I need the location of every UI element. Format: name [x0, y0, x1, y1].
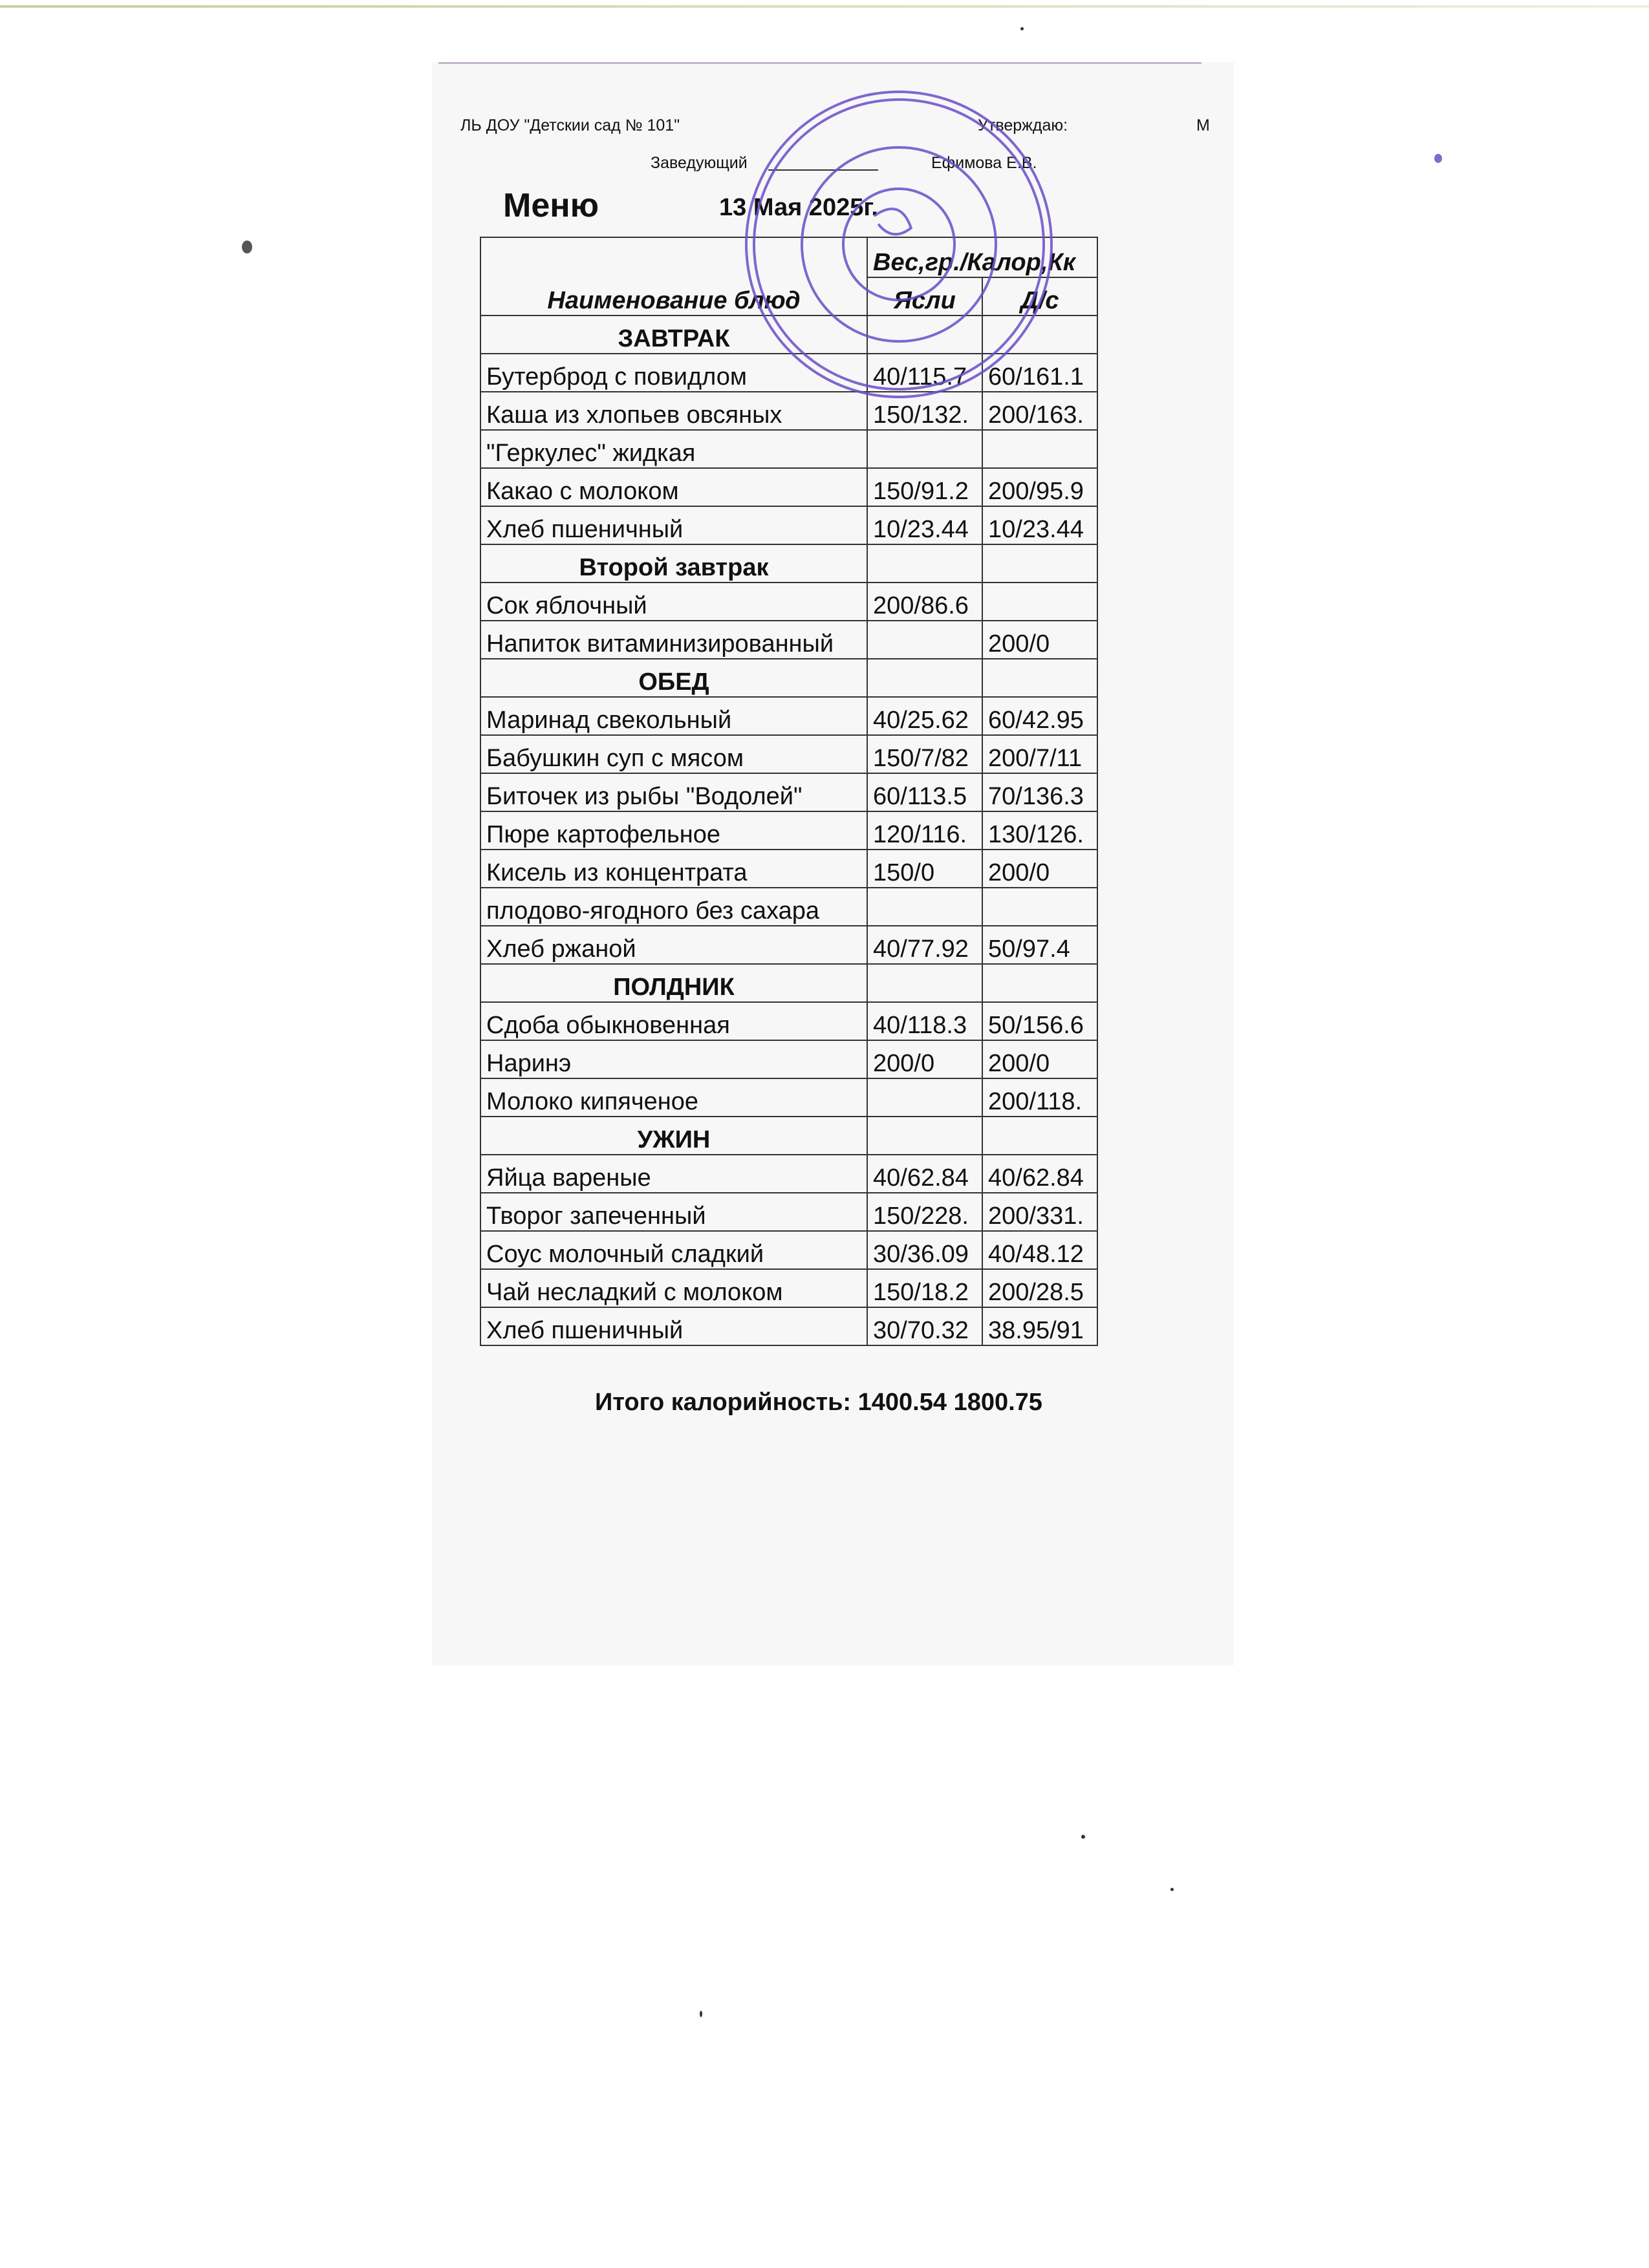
table-row	[480, 468, 1097, 506]
table-row	[480, 506, 1097, 544]
kindergarten-value	[982, 888, 1097, 926]
dish-name: Напиток витаминизированный	[480, 621, 867, 659]
section-title: УЖИН	[480, 1117, 867, 1155]
sheet-top-rule	[438, 62, 1202, 64]
dish-name: Биточек из рыбы "Водолей"	[480, 773, 867, 811]
nursery-value: 40/77.92	[867, 926, 982, 964]
head-role-label: Заведующий	[651, 154, 748, 172]
nursery-value: 150/7/82	[867, 735, 982, 773]
table-row	[480, 1231, 1097, 1269]
section-row	[480, 544, 1097, 583]
nursery-value	[867, 430, 982, 468]
table-row	[480, 583, 1097, 621]
header-dish-name: Наименование блюд	[480, 237, 867, 316]
kindergarten-value: 200/0	[982, 1040, 1097, 1078]
table-row	[480, 1040, 1097, 1078]
table-header-row	[480, 237, 1097, 277]
table-row	[480, 430, 1097, 468]
kindergarten-value: 50/97.4	[982, 926, 1097, 964]
kindergarten-value: 200/331.	[982, 1193, 1097, 1231]
scan-speck	[1020, 27, 1024, 30]
scan-speck	[242, 241, 252, 253]
nursery-value: 40/118.3	[867, 1002, 982, 1040]
dish-name: Сдоба обыкновенная	[480, 1002, 867, 1040]
table-row	[480, 1193, 1097, 1231]
kindergarten-value	[982, 430, 1097, 468]
section-row	[480, 1117, 1097, 1155]
header-weight-calories: Вес,гр./Калор,Кк	[867, 237, 1097, 277]
dish-name: Чай несладкий с молоком	[480, 1269, 867, 1307]
nursery-value: 150/132.	[867, 392, 982, 430]
nursery-value: 40/62.84	[867, 1155, 982, 1193]
approve-label: Утверждаю:	[978, 116, 1068, 134]
section-row	[480, 964, 1097, 1002]
nursery-value: 10/23.44	[867, 506, 982, 544]
dish-name: Кисель из концентрата	[480, 850, 867, 888]
section-title: ПОЛДНИК	[480, 964, 867, 1002]
total-calories: Итого калорийность: 1400.54 1800.75	[595, 1389, 1042, 1416]
dish-name: Сок яблочный	[480, 583, 867, 621]
nursery-value	[867, 316, 982, 354]
table-row	[480, 392, 1097, 430]
section-title: Второй завтрак	[480, 544, 867, 583]
signature-line	[768, 169, 878, 171]
dish-name: плодово-ягодного без сахара	[480, 888, 867, 926]
header-nursery: Ясли	[867, 277, 982, 316]
kindergarten-value: 200/0	[982, 621, 1097, 659]
dish-name: Бабушкин суп с мясом	[480, 735, 867, 773]
kindergarten-value	[982, 583, 1097, 621]
nursery-value: 150/91.2	[867, 468, 982, 506]
nursery-value: 40/115.7	[867, 354, 982, 392]
table-row	[480, 697, 1097, 735]
menu-date: 13 Мая 2025г.	[719, 194, 878, 221]
nursery-value	[867, 1117, 982, 1155]
table-row	[480, 926, 1097, 964]
scan-speck	[700, 2011, 702, 2017]
dish-name: Соус молочный сладкий	[480, 1231, 867, 1269]
section-title: ЗАВТРАК	[480, 316, 867, 354]
nursery-value: 60/113.5	[867, 773, 982, 811]
scan-edge-line	[0, 5, 1649, 8]
kindergarten-value: 60/42.95	[982, 697, 1097, 735]
kindergarten-value: 40/48.12	[982, 1231, 1097, 1269]
kindergarten-value: 38.95/91	[982, 1307, 1097, 1345]
kindergarten-value: 200/95.9	[982, 468, 1097, 506]
head-name: Ефимова Е.В.	[931, 154, 1037, 172]
nursery-value: 40/25.62	[867, 697, 982, 735]
kindergarten-value: 40/62.84	[982, 1155, 1097, 1193]
kindergarten-value: 200/7/11	[982, 735, 1097, 773]
kindergarten-value: 50/156.6	[982, 1002, 1097, 1040]
menu-title: Меню	[503, 187, 599, 224]
nursery-value: 200/0	[867, 1040, 982, 1078]
dish-name: Творог запеченный	[480, 1193, 867, 1231]
dish-name: Наринэ	[480, 1040, 867, 1078]
nursery-value	[867, 1078, 982, 1117]
nursery-value	[867, 964, 982, 1002]
nursery-value	[867, 621, 982, 659]
menu-table	[480, 237, 1098, 1346]
scan-speck	[1170, 1888, 1174, 1891]
nursery-value: 30/70.32	[867, 1307, 982, 1345]
section-title: ОБЕД	[480, 659, 867, 697]
kindergarten-value: 70/136.3	[982, 773, 1097, 811]
kindergarten-value	[982, 316, 1097, 354]
dish-name: Яйца вареные	[480, 1155, 867, 1193]
table-row	[480, 850, 1097, 888]
table-row	[480, 811, 1097, 850]
nursery-value	[867, 888, 982, 926]
table-row	[480, 621, 1097, 659]
scan-speck	[1434, 154, 1442, 163]
nursery-value: 30/36.09	[867, 1231, 982, 1269]
dish-name: "Геркулес" жидкая	[480, 430, 867, 468]
section-row	[480, 659, 1097, 697]
kindergarten-value	[982, 1117, 1097, 1155]
dish-name: Хлеб ржаной	[480, 926, 867, 964]
kindergarten-value	[982, 659, 1097, 697]
table-row	[480, 1155, 1097, 1193]
table-row	[480, 888, 1097, 926]
nursery-value: 120/116.	[867, 811, 982, 850]
kindergarten-value	[982, 544, 1097, 583]
dish-name: Какао с молоком	[480, 468, 867, 506]
dish-name: Пюре картофельное	[480, 811, 867, 850]
kindergarten-value: 200/118.	[982, 1078, 1097, 1117]
nursery-value: 150/0	[867, 850, 982, 888]
table-row	[480, 1078, 1097, 1117]
table-row	[480, 1307, 1097, 1345]
table-row	[480, 1269, 1097, 1307]
section-row	[480, 316, 1097, 354]
kindergarten-value: 130/126.	[982, 811, 1097, 850]
table-row	[480, 773, 1097, 811]
dish-name: Каша из хлопьев овсяных	[480, 392, 867, 430]
kindergarten-value: 10/23.44	[982, 506, 1097, 544]
table-row	[480, 735, 1097, 773]
nursery-value: 150/18.2	[867, 1269, 982, 1307]
dish-name: Хлеб пшеничный	[480, 506, 867, 544]
nursery-value: 150/228.	[867, 1193, 982, 1231]
kindergarten-value	[982, 964, 1097, 1002]
table-row	[480, 354, 1097, 392]
dish-name: Хлеб пшеничный	[480, 1307, 867, 1345]
kindergarten-value: 200/0	[982, 850, 1097, 888]
header-kindergarten: Д/с	[982, 277, 1097, 316]
organization-name: ЛЬ ДОУ "Детскии сад № 101"	[460, 116, 680, 134]
dish-name: Молоко кипяченое	[480, 1078, 867, 1117]
kindergarten-value: 200/163.	[982, 392, 1097, 430]
nursery-value: 200/86.6	[867, 583, 982, 621]
table-row	[480, 1002, 1097, 1040]
cut-off-letter: М	[1196, 116, 1210, 134]
scan-speck	[1081, 1835, 1085, 1839]
nursery-value	[867, 659, 982, 697]
dish-name: Маринад свекольный	[480, 697, 867, 735]
kindergarten-value: 200/28.5	[982, 1269, 1097, 1307]
kindergarten-value: 60/161.1	[982, 354, 1097, 392]
nursery-value	[867, 544, 982, 583]
dish-name: Бутерброд с повидлом	[480, 354, 867, 392]
